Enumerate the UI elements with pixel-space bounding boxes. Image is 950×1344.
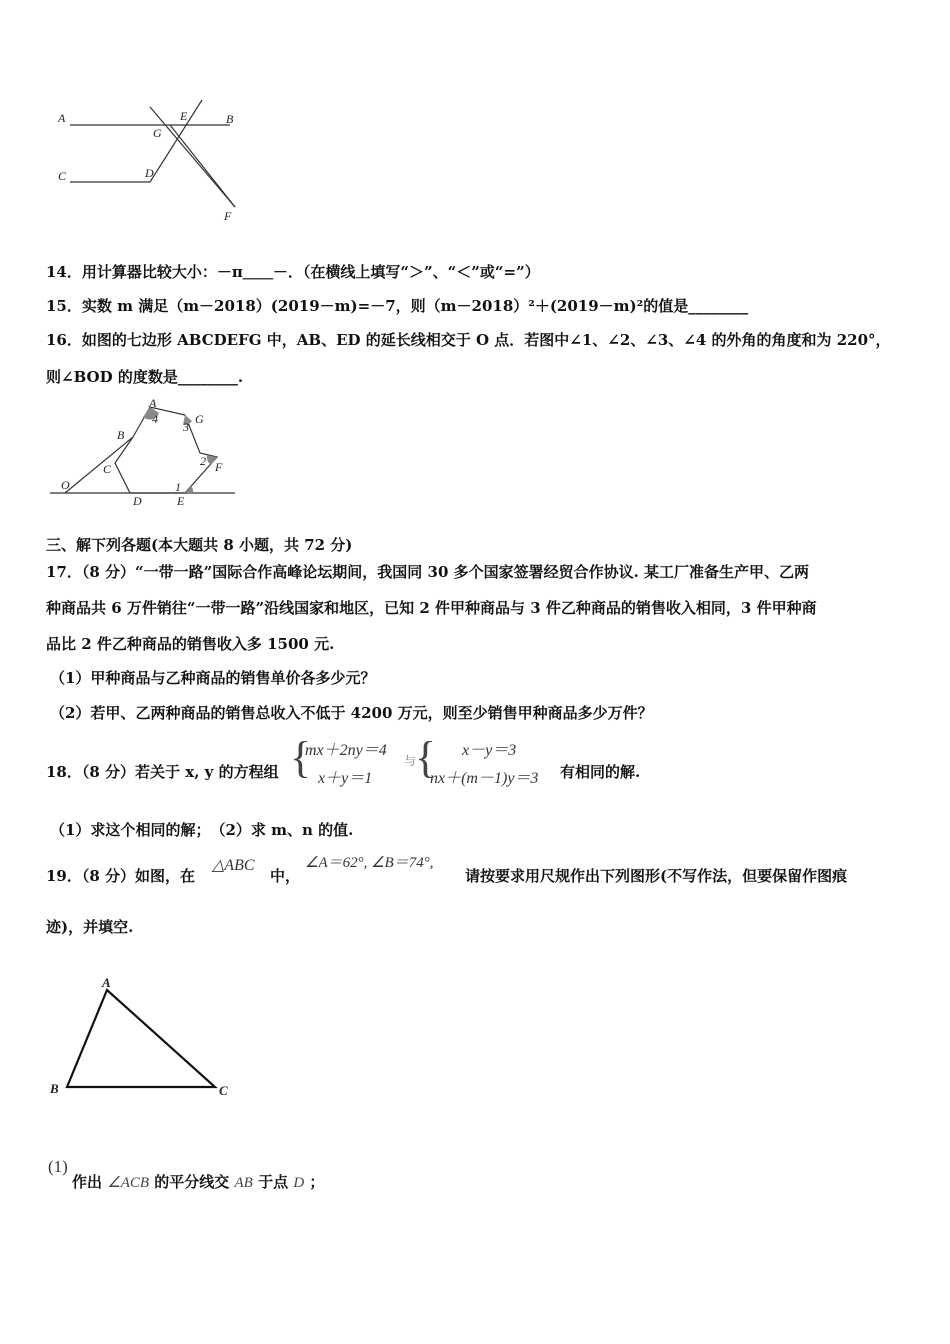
label-b: B <box>226 112 234 126</box>
triangle-abc <box>67 990 215 1087</box>
question-14: 14．用计算器比较大小：－π＿＿－．（在横线上填写“＞”、“＜”或“=”） <box>46 263 540 281</box>
angle-1-mark <box>185 486 193 493</box>
part1-text-3: 于点 <box>258 1173 289 1191</box>
line-df <box>150 100 202 182</box>
point-d: D <box>293 1175 305 1191</box>
line-ef <box>150 107 235 207</box>
system2-eq2: nx＋(m－1)y＝3 <box>430 770 539 787</box>
label-c: C <box>219 1083 228 1098</box>
question-17-part1: （1）甲种商品与乙种商品的销售单价各多少元？ <box>50 669 376 687</box>
label-a: A <box>58 111 66 125</box>
label-b: B <box>50 1081 59 1096</box>
system1-brace: { <box>290 733 312 782</box>
segment-ab: AB <box>234 1175 253 1191</box>
question-16-line2: 则∠BOD 的度数是________. <box>46 368 244 386</box>
question-17-part2: （2）若甲、乙两种商品的销售总收入不低于 4200 万元，则至少销售甲种商品多少万件？ <box>50 704 653 722</box>
system1-eq1: mx＋2ny＝4 <box>305 742 387 759</box>
label-g: G <box>195 412 204 426</box>
label-f: F <box>215 460 223 474</box>
label-b: B <box>117 428 125 442</box>
heptagon-figure <box>45 395 240 510</box>
question-19-part1 <box>72 1172 324 1193</box>
angle-values: ∠A＝62°, ∠B＝74°, <box>305 855 434 871</box>
system2-eq1: x－y＝3 <box>462 742 517 759</box>
label-f: F <box>224 209 232 223</box>
label-e: E <box>180 109 188 123</box>
question-18-parts: （1）求这个相同的解； （2）求 m、n 的值. <box>50 821 354 839</box>
question-15: 15．实数 m 满足（m－2018）(2019－m)=－7，则（m－2018）²＋(2019－m)²的值是________ <box>46 297 749 315</box>
parallel-lines-figure <box>50 95 250 230</box>
question-18-suffix: 有相同的解. <box>560 763 641 781</box>
question-18-prefix: 18．（8 分）若关于 x, y 的方程组 <box>46 763 279 781</box>
system2-brace: { <box>415 733 437 782</box>
angle-acb: ∠ACB <box>107 1175 150 1191</box>
question-19-part1-number: (1) <box>48 1157 68 1176</box>
question-19-line2: 迹)，并填空. <box>46 918 134 936</box>
question-16-line1: 16．如图的七边形 ABCDEFG 中，AB、ED 的延长线相交于 O 点．若图中∠1、∠2、∠3、∠4 的外角的角度和为 220°， <box>46 331 891 349</box>
label-o: O <box>61 478 70 492</box>
label-d: D <box>133 494 142 508</box>
triangle-abc-symbol: △ABC <box>212 857 255 874</box>
label-e: E <box>177 494 185 508</box>
label-a: A <box>149 396 157 410</box>
line-gf <box>170 125 235 207</box>
system1-eq2: x＋y＝1 <box>318 770 373 787</box>
line-ob <box>65 437 133 493</box>
label-g: G <box>153 126 162 140</box>
label-1: 1 <box>175 480 181 494</box>
label-4: 4 <box>152 412 158 426</box>
label-d: D <box>145 166 154 180</box>
question-17-line3: 品比 2 件乙种商品的销售收入多 1500 元. <box>46 635 335 653</box>
question-19-suffix: 请按要求用尺规作出下列图形(不写作法，但要保留作图痕 <box>465 867 848 885</box>
question-19-mid: 中， <box>270 867 301 885</box>
label-c: C <box>58 169 67 183</box>
triangle-figure <box>45 975 240 1100</box>
part1-text-1: 作出 <box>72 1173 103 1191</box>
label-c: C <box>103 462 112 476</box>
label-3: 3 <box>183 420 189 434</box>
question-17-line2: 种商品共 6 万件销往“一带一路”沿线国家和地区，已知 2 件甲种商品与 3 件乙种商品的销售收入相同，3 件甲种商 <box>46 599 817 617</box>
question-19-prefix: 19．（8 分）如图，在 <box>46 867 196 885</box>
system-connector: 与 <box>404 754 417 768</box>
question-17-line1: 17．（8 分）“一带一路”国际合作高峰论坛期间，我国同 30 多个国家签署经贸合作协议. 某工厂准备生产甲、乙两 <box>46 563 810 581</box>
part1-text-4: ； <box>309 1173 325 1191</box>
section-3-heading: 三、解下列各题(本大题共 8 小题，共 72 分) <box>46 536 353 554</box>
label-a: A <box>102 975 111 990</box>
part1-text-2: 的平分线交 <box>154 1173 230 1191</box>
label-2: 2 <box>200 454 206 468</box>
